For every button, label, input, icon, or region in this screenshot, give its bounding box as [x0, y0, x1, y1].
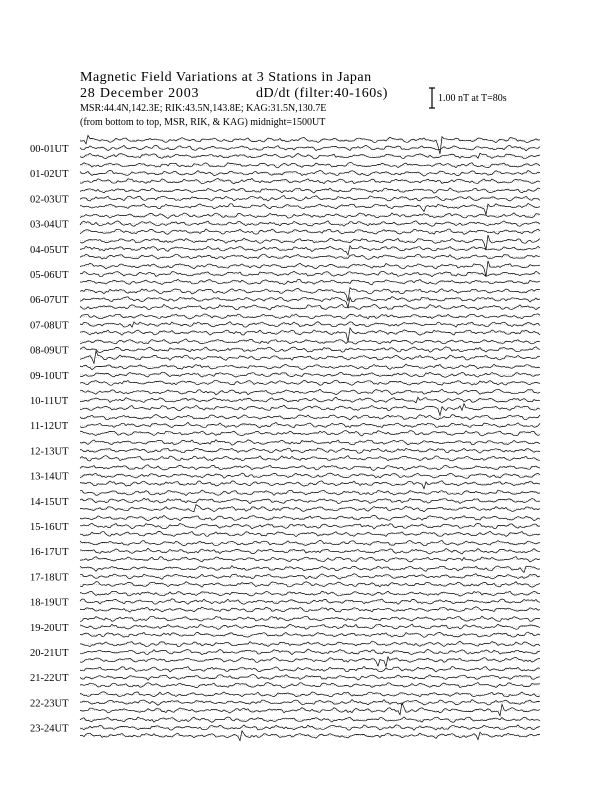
hour-row — [30, 616, 540, 637]
chart-title: Magnetic Field Variations at 3 Stations in Japan — [80, 70, 372, 85]
hour-row — [30, 717, 540, 741]
hour-row-label: 10-11UT — [30, 396, 69, 407]
hour-row — [30, 135, 540, 158]
trace-msr — [80, 703, 540, 716]
hour-row-label: 09-10UT — [30, 370, 69, 382]
hour-row-label: 12-13UT — [30, 446, 69, 458]
trace-msr — [80, 505, 540, 512]
trace-rik — [80, 448, 540, 453]
hour-row — [30, 540, 540, 562]
trace-rik — [80, 246, 540, 255]
trace-msr — [80, 632, 540, 637]
hour-row — [30, 566, 540, 588]
hour-row — [30, 440, 540, 461]
hour-row-label: 08-09UT — [30, 345, 69, 357]
scale-bar — [429, 88, 435, 108]
hour-row — [30, 591, 540, 612]
trace-msr — [80, 351, 540, 363]
hour-row-label: 01-02UT — [30, 169, 69, 181]
filter-label: dD/dt (filter:40-160s) — [256, 86, 388, 101]
hour-row-label: 03-04UT — [30, 219, 69, 231]
trace-msr — [80, 404, 540, 416]
hour-row — [30, 465, 540, 489]
hour-row-label: 16-17UT — [30, 547, 69, 559]
trace-kag — [80, 692, 540, 697]
hour-row — [30, 235, 540, 259]
hour-row-label: 20-21UT — [30, 648, 69, 659]
hour-row-label: 15-16UT — [30, 522, 69, 533]
trace-msr — [80, 481, 540, 489]
hour-row-label: 19-20UT — [30, 622, 69, 634]
hour-row — [30, 666, 540, 688]
hour-row-label: 00-01UT — [30, 144, 69, 155]
hour-row — [30, 515, 540, 536]
trace-kag — [80, 135, 540, 154]
trace-rik — [80, 297, 540, 308]
hour-row-label: 06-07UT — [30, 295, 69, 307]
stations-coordinates: MSR:44.4N,142.3E; RIK:43.5N,143.8E; KAG:31.5N,130.7E — [80, 103, 327, 114]
hour-row — [30, 188, 540, 215]
trace-kag — [80, 188, 540, 193]
trace-rik — [80, 624, 540, 629]
hour-row-label: 21-22UT — [30, 673, 69, 685]
hour-row — [30, 213, 540, 235]
hour-row-label: 14-15UT — [30, 496, 69, 508]
trace-msr — [80, 607, 540, 612]
hour-row — [30, 414, 540, 436]
hour-row-label: 11-12UT — [30, 421, 69, 433]
hour-row-label: 04-05UT — [30, 244, 69, 256]
chart-date: 28 December 2003 — [80, 86, 200, 101]
hour-row — [30, 641, 540, 667]
hour-row-label: 02-03UT — [30, 194, 69, 206]
trace-msr — [80, 557, 540, 562]
hour-row — [30, 364, 540, 385]
hour-row-label: 13-14UT — [30, 471, 69, 483]
scale-bar-label: 1.00 nT at T=80s — [438, 93, 507, 104]
hour-row — [30, 339, 540, 364]
hour-row-label: 17-18UT — [30, 572, 69, 584]
station-order-note: (from bottom to top, MSR, RIK, & KAG) midnight=1500UT — [80, 117, 326, 128]
hour-row — [30, 288, 540, 310]
trace-msr — [80, 204, 540, 215]
hour-row-label: 18-19UT — [30, 597, 69, 609]
trace-kag — [80, 566, 540, 573]
hour-row-label: 23-24UT — [30, 723, 69, 735]
hour-row — [30, 389, 540, 415]
hour-row — [30, 163, 540, 184]
trace-kag — [80, 261, 540, 277]
trace-msr — [80, 657, 540, 667]
trace-msr — [80, 279, 540, 285]
hour-row — [30, 314, 540, 342]
hour-row — [30, 692, 540, 716]
hour-row-label: 22-23UT — [30, 698, 69, 710]
hour-row — [30, 490, 540, 512]
trace-msr — [80, 328, 540, 342]
hour-row — [30, 261, 540, 285]
hour-row-label: 05-06UT — [30, 270, 69, 281]
hour-row-label: 07-08UT — [30, 320, 69, 332]
